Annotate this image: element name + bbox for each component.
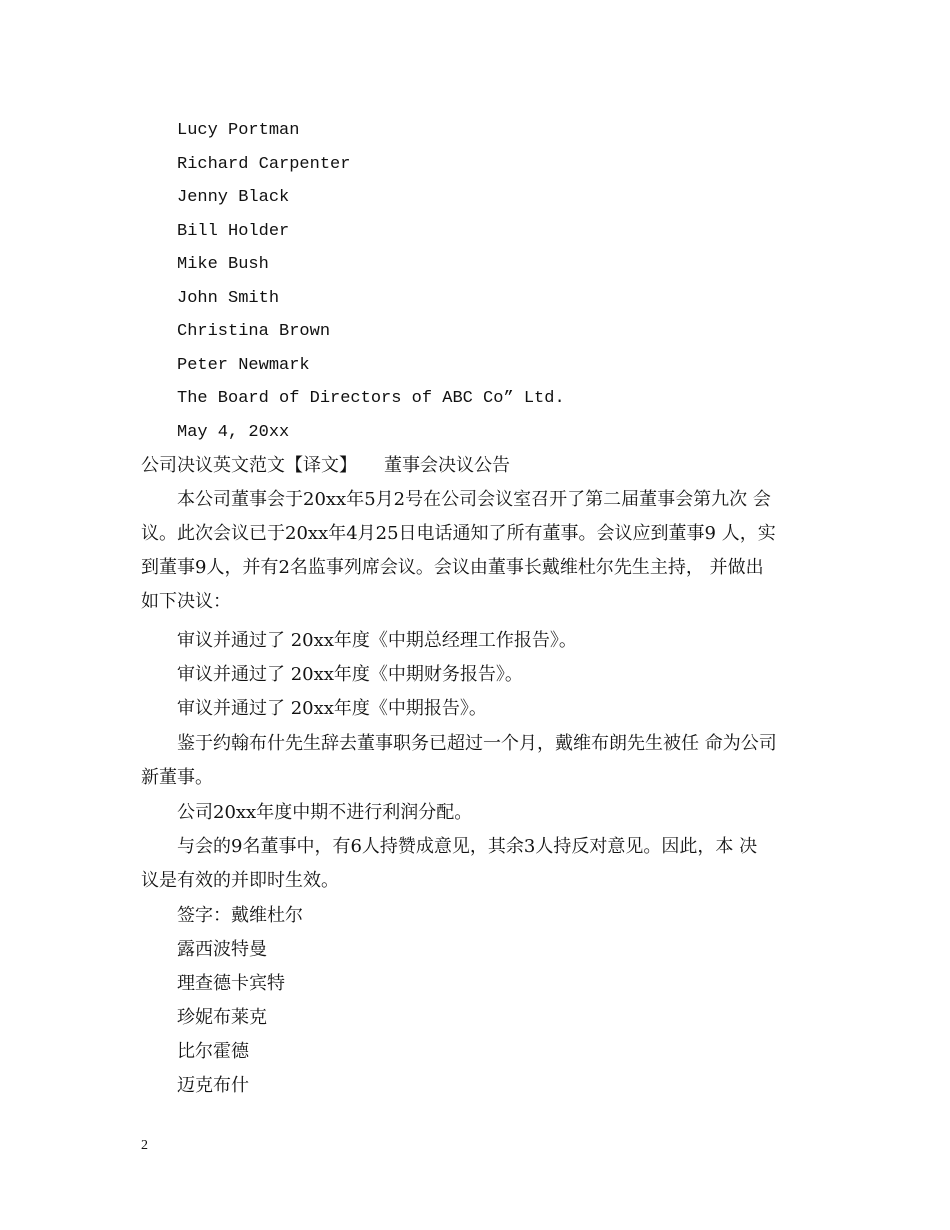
translation-heading: 公司决议英文范文【译文】 董事会决议公告 [141,455,510,476]
paragraph-line: 到董事9人，并有2名监事列席会议。会议由董事长戴维杜尔先生主持， 并做出 [141,557,764,578]
profit-line: 公司20xx年度中期不进行利润分配。 [177,802,473,823]
signatory-zh: 露西波特曼 [177,939,267,960]
signatory-zh: 理查德卡宾特 [177,973,285,994]
signature-label: 签字：戴维杜尔 [177,905,303,926]
board-line: The Board of Directors of ABC Co” Ltd. [177,389,565,408]
resolution-item: 审议并通过了 20xx年度《中期财务报告》。 [177,664,523,685]
signatory-zh: 比尔霍德 [177,1041,249,1062]
signatory-en: Christina Brown [177,322,331,341]
signatory-zh: 迈克布什 [177,1075,249,1096]
signatory-zh: 珍妮布莱克 [177,1007,267,1028]
signatory-en: Richard Carpenter [177,155,351,174]
paragraph-line: 如下决议： [141,591,231,612]
signatory-en: John Smith [177,289,280,308]
signatory-en: Lucy Portman [177,121,300,140]
signatory-en: Jenny Black [177,188,290,207]
resolution-item: 审议并通过了 20xx年度《中期报告》。 [177,698,487,719]
paragraph-line: 与会的9名董事中，有6人持赞成意见，其余3人持反对意见。因此，本 决 [141,836,758,857]
paragraph-line: 议。此次会议已于20xx年4月25日电话通知了所有董事。会议应到董事9 人，实 [141,523,776,544]
resolution-item: 审议并通过了 20xx年度《中期总经理工作报告》。 [177,630,577,651]
paragraph-line: 鉴于约翰布什先生辞去董事职务已超过一个月，戴维布朗先生被任 命为公司 [141,733,777,754]
page-number: 2 [141,1138,148,1153]
paragraph-line: 议是有效的并即时生效。 [141,870,339,891]
paragraph-line: 本公司董事会于20xx年5月2号在公司会议室召开了第二届董事会第九次 会 [141,489,771,510]
paragraph-line: 新董事。 [141,767,213,788]
signatory-en: Peter Newmark [177,356,310,375]
signatory-en: Bill Holder [177,222,290,241]
signatory-en: Mike Bush [177,255,269,274]
date-line: May 4, 20xx [177,423,290,442]
